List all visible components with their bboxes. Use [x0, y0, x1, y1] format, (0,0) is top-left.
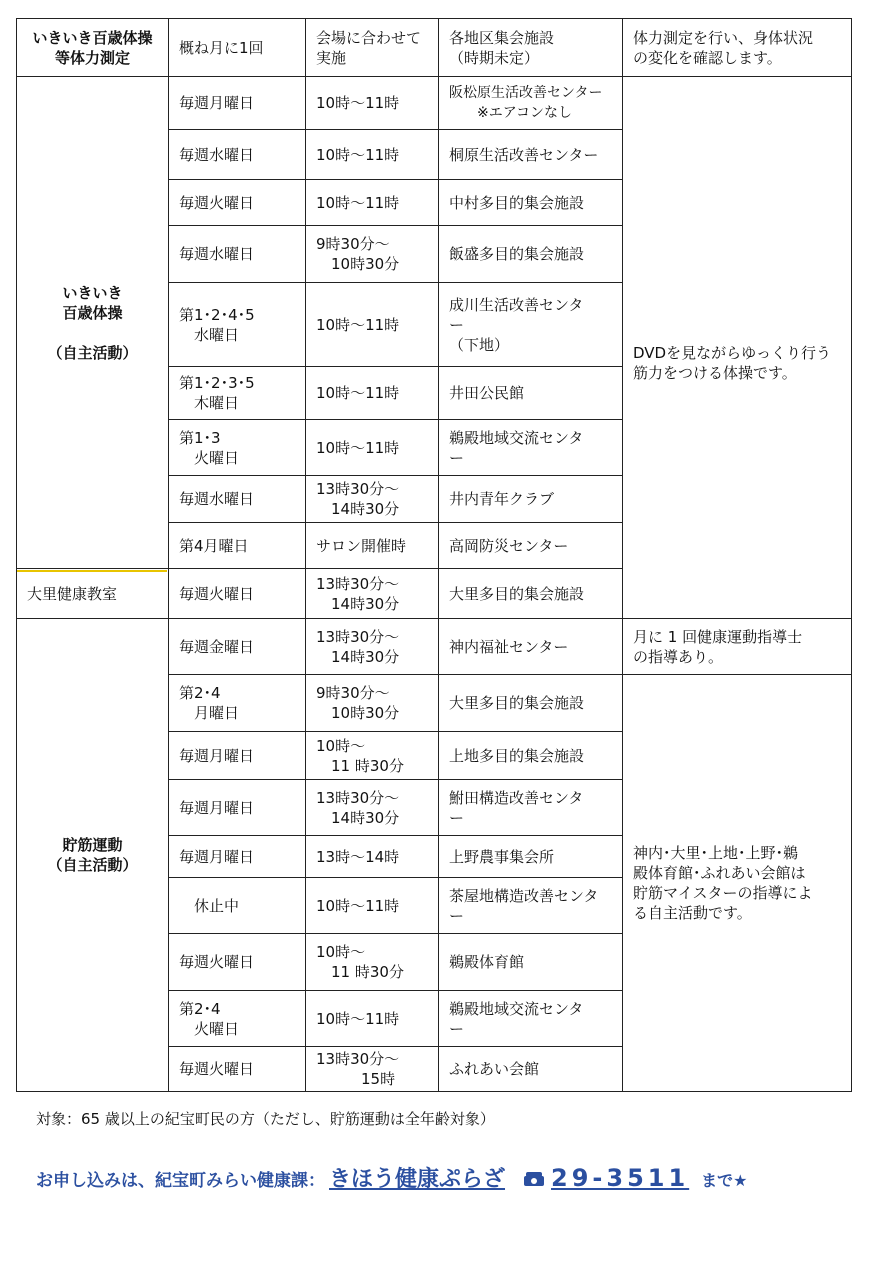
header-note: 体力測定を行い、身体状況 の変化を確認します。	[623, 19, 852, 77]
application-line	[36, 1162, 748, 1193]
time-cell: 10時～11時	[306, 180, 439, 226]
venue-cell: 鮒田構造改善センタ ー	[439, 780, 623, 836]
venue-cell: ふれあい会館	[439, 1047, 623, 1092]
chokin-note-rest: 神内･大里･上地･上野･鵜 殿体育館･ふれあい会館は 貯筋マイスターの指導によ る自主活動です。	[623, 675, 852, 1092]
header-time: 会場に合わせて 実施	[306, 19, 439, 77]
time-cell: 10時～11時	[306, 991, 439, 1047]
time-cell: 13時～14時	[306, 836, 439, 878]
header-row	[17, 19, 852, 77]
day-cell: 第1･3 火曜日	[169, 420, 306, 476]
venue-cell: 茶屋地構造改善センタ ー	[439, 878, 623, 934]
day-cell: 毎週火曜日	[169, 934, 306, 991]
ikiiki-category: いきいき 百歳体操 （自主活動）	[17, 77, 169, 569]
time-cell: 10時～ 11 時30分	[306, 732, 439, 780]
brand-name: きほう健康ぷらざ	[329, 1167, 506, 1192]
header-venue: 各地区集会施設 （時期未定）	[439, 19, 623, 77]
day-cell: 毎週火曜日	[169, 569, 306, 619]
venue-cell: 井内青年クラブ	[439, 476, 623, 523]
venue-cell: 高岡防災センター	[439, 523, 623, 569]
venue-cell: 井田公民館	[439, 367, 623, 420]
osato-category: 大里健康教室	[17, 569, 169, 619]
venue-cell: 飯盛多目的集会施設	[439, 226, 623, 283]
day-cell: 毎週月曜日	[169, 836, 306, 878]
time-cell: 10時～ 11 時30分	[306, 934, 439, 991]
day-cell: 第1･2･3･5 木曜日	[169, 367, 306, 420]
venue-cell: 大里多目的集会施設	[439, 569, 623, 619]
section-divider-accent	[17, 570, 167, 572]
schedule-page	[16, 18, 851, 1092]
venue-cell: 上野農事集会所	[439, 836, 623, 878]
schedule-table	[16, 18, 852, 1092]
venue-cell: 鵜殿地域交流センタ ー	[439, 420, 623, 476]
time-cell: 10時～11時	[306, 77, 439, 130]
time-cell: 9時30分～ 10時30分	[306, 675, 439, 732]
venue-cell: 阪松原生活改善センター ※エアコンなし	[439, 77, 623, 130]
day-cell: 第4月曜日	[169, 523, 306, 569]
day-cell: 毎週火曜日	[169, 180, 306, 226]
venue-cell: 鵜殿体育館	[439, 934, 623, 991]
phone-digits: 29-3511	[551, 1164, 690, 1192]
phone-number	[523, 1164, 689, 1192]
venue-cell: 上地多目的集会施設	[439, 732, 623, 780]
venue-cell: 神内福祉センター	[439, 619, 623, 675]
telephone-icon	[523, 1165, 545, 1181]
day-cell: 第2･4 火曜日	[169, 991, 306, 1047]
day-cell: 第2･4 月曜日	[169, 675, 306, 732]
day-cell: 毎週水曜日	[169, 226, 306, 283]
venue-cell: 成川生活改善センタ ー （下地）	[439, 283, 623, 367]
time-cell: 10時～11時	[306, 283, 439, 367]
time-cell: 13時30分～ 14時30分	[306, 780, 439, 836]
day-cell: 毎週水曜日	[169, 130, 306, 180]
apply-prefix: お申し込みは、紀宝町みらい健康課：	[36, 1171, 325, 1191]
time-cell: 9時30分～ 10時30分	[306, 226, 439, 283]
venue-cell: 桐原生活改善センター	[439, 130, 623, 180]
header-category: いきいき百歳体操 等体力測定	[17, 19, 169, 77]
time-cell: 13時30分～ 14時30分	[306, 569, 439, 619]
chokin-category: 貯筋運動 （自主活動）	[17, 619, 169, 1092]
venue-cell: 中村多目的集会施設	[439, 180, 623, 226]
time-cell: 10時～11時	[306, 420, 439, 476]
time-cell: 13時30分～ 14時30分	[306, 619, 439, 675]
time-cell: サロン開催時	[306, 523, 439, 569]
table-row	[17, 619, 852, 675]
time-cell: 10時～11時	[306, 130, 439, 180]
day-cell: 毎週月曜日	[169, 732, 306, 780]
day-cell: 毎週水曜日	[169, 476, 306, 523]
day-cell: 毎週月曜日	[169, 780, 306, 836]
target-audience-text: 対象：65 歳以上の紀宝町民の方（ただし、貯筋運動は全年齢対象）	[36, 1110, 495, 1128]
day-cell: 毎週月曜日	[169, 77, 306, 130]
time-cell: 10時～11時	[306, 367, 439, 420]
day-cell: 毎週金曜日	[169, 619, 306, 675]
table-row	[17, 77, 852, 130]
time-cell: 13時30分～ 15時	[306, 1047, 439, 1092]
time-cell: 13時30分～ 14時30分	[306, 476, 439, 523]
apply-suffix: まで★	[701, 1171, 748, 1190]
venue-cell: 大里多目的集会施設	[439, 675, 623, 732]
ikiiki-note: DVDを見ながらゆっくり行う 筋力をつける体操です。	[623, 77, 852, 619]
venue-cell: 鵜殿地域交流センタ ー	[439, 991, 623, 1047]
header-frequency: 概ね月に1回	[169, 19, 306, 77]
time-cell: 10時～11時	[306, 878, 439, 934]
day-cell: 第1･2･4･5 水曜日	[169, 283, 306, 367]
chokin-note-first: 月に 1 回健康運動指導士 の指導あり。	[623, 619, 852, 675]
day-cell: 休止中	[169, 878, 306, 934]
day-cell: 毎週火曜日	[169, 1047, 306, 1092]
